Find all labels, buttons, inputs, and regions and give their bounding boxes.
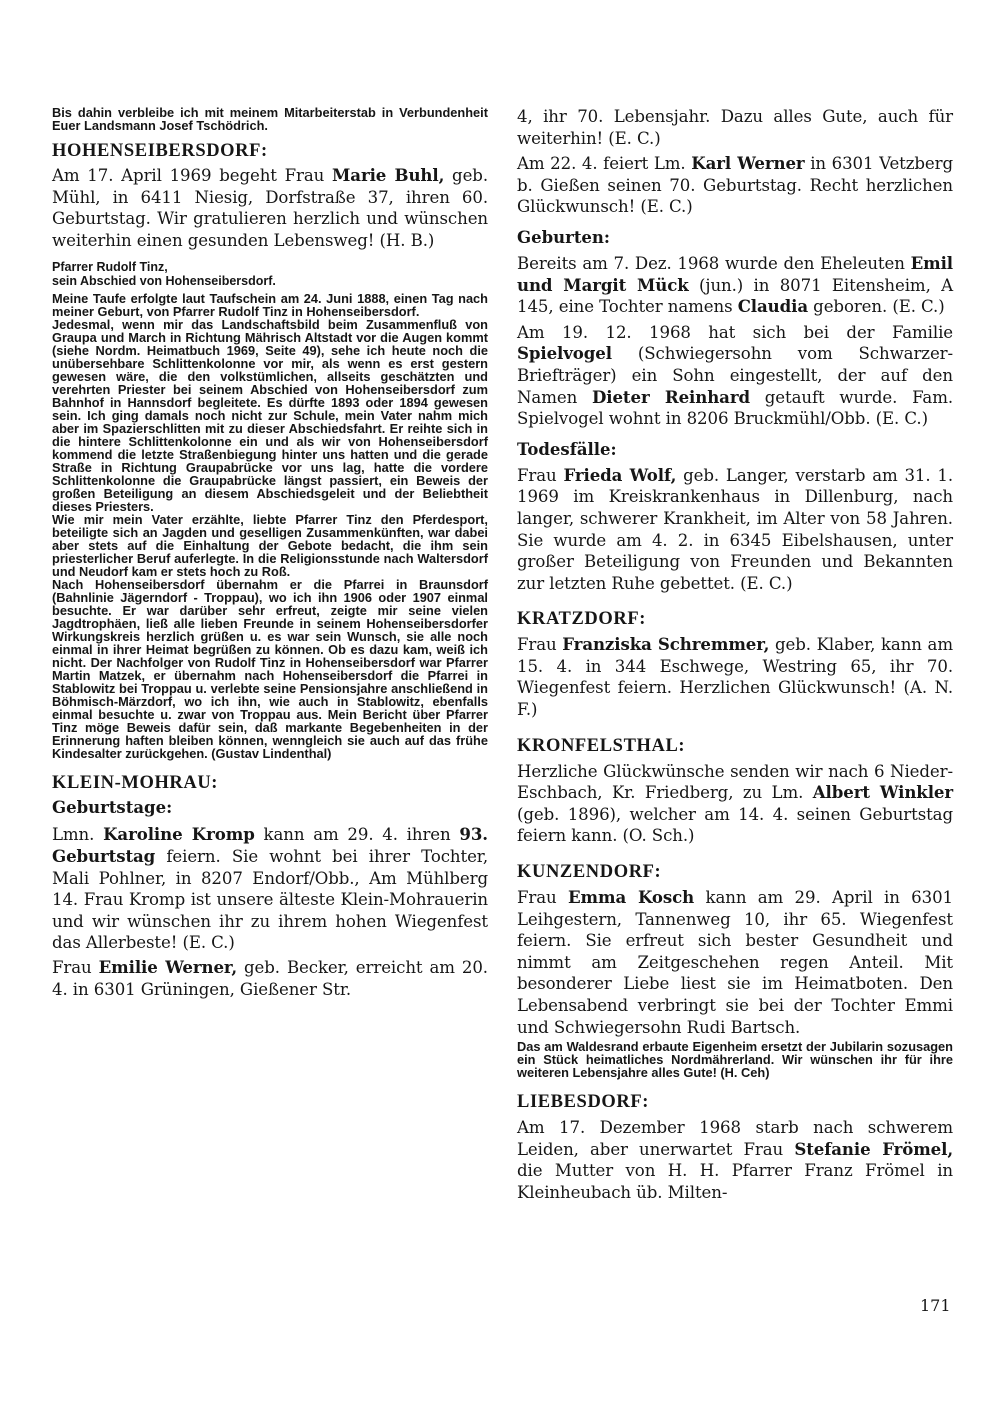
subheading-todesfaelle: Todesfälle: xyxy=(517,439,617,459)
paragraph-karoline-kromp: Lmn. Karoline Kromp kann am 29. 4. ihren 93. Geburtstag feiern. Sie wohnt bei ihrer Tochter, Mali Pohlner, in 8207 Endorf/Obb., Am Mühlberg 14. Frau Kromp ist unsere älteste Klein-Mohrauerin und wir wünschen ihr zu ihrem hohen Wiegenfest das Allerbeste! (E. C.) xyxy=(52,824,488,953)
subheading-geburten: Geburten: xyxy=(517,227,611,247)
article-paragraph-2: Jedesmal, wenn mir das Landschaftsbild beim Zusammenfluß von Graupa und March in Richtung Mährisch Altstadt vor die Augen kommt (siehe Nordm. Heimatbuch 1969, Seite 49), sehe ich heute noch die unübersehbare Schlittenkolonne vor mir, als wenn es erst gestern gewesen wäre, die den volkstümlichen, allseits geschätzten und verehrten Priester bei seinem Abschied von Hohenseibersdorf zum Bahnhof in Hannsdorf begleitete. Es dürfte 1893 oder 1894 gewesen sein. Ich ging damals noch nicht zur Schule, mein Vater nahm mich aber im Spazierschlitten mit zu dieser Abschiedsfahrt. Er reihte sich in die hintere Schlittenkolonne ein und als wir von Hohenseibersdorf kommend die letzte Straßenbiegung hinter uns hatten und die gerade Straße in Richtung Graupabrücke vor uns lag, hatte die vordere Schlittenkolonne die Graupabrücke längst passiert, ein Beweis der großen Beteiligung an diesem Abschiedsgeleit und der Beliebtheit dieses Priesters. xyxy=(52,317,488,515)
paragraph-winkler: Herzliche Glückwünsche senden wir nach 6 Nieder-Eschbach, Kr. Friedberg, zu Lm. Albert Winkler (geb. 1896), welcher am 14. 4. seinen Geburtstag feiern kann. (O. Sch.) xyxy=(517,761,954,846)
page-number: 171 xyxy=(920,1296,951,1315)
paragraph-emma-kosch: Frau Emma Kosch kann am 29. April in 6301 Leihgestern, Tannenweg 10, ihr 65. Wiegenfest feiern. Sie erfreut sich bester Gesundheit und nimmt am Zeitgeschehen regen Anteil. Mit besonderer Liebe liest sie im Heimatboten. Den Lebensabend verbringt sie bei der Tochter Emmi und Schwiegersohn Rudi Bartsch. xyxy=(517,887,954,1037)
heading-liebesdorf: LIEBESDORF: xyxy=(517,1092,650,1113)
heading-hohenseibersdorf: HOHENSEIBERSDORF: xyxy=(52,141,268,161)
heading-klein-mohrau: KLEIN-MOHRAU: xyxy=(52,773,219,794)
paragraph-eigenheim: Das am Waldesrand erbaute Eigenheim ersetzt der Jubilarin sozusagen ein Stück heimatliches Nordmährerland. Wir wünschen ihr für ihre weiteren Lebensjahre alles Gute! (H. Ceh) xyxy=(517,1039,953,1081)
article-title-line-1: Pfarrer Rudolf Tinz, xyxy=(52,260,168,275)
paragraph-froemel: Am 17. Dezember 1968 starb nach schwerem Leiden, aber unerwartet Frau Stefanie Frömel, die Mutter von H. H. Pfarrer Franz Frömel in Kleinheubach üb. Milten- xyxy=(517,1118,953,1202)
paragraph-mueck: Bereits am 7. Dez. 1968 wurde den Eheleuten Emil und Margit Mück (jun.) in 8071 Eitensheim, A 145, eine Tochter namens Claudia geboren. (E. C.) xyxy=(517,252,953,317)
heading-kronfelsthal: KRONFELSTHAL: xyxy=(517,735,686,756)
article-title-line-2: sein Abschied von Hohenseibersdorf. xyxy=(52,273,276,288)
heading-kratzdorf: KRATZDORF: xyxy=(517,609,646,630)
heading-kunzendorf: KUNZENDORF: xyxy=(517,862,662,883)
paragraph-continuation: 4, ihr 70. Lebensjahr. Dazu alles Gute, auch für weiterhin! (E. C.) xyxy=(517,107,953,148)
paragraph-spielvogel: Am 19. 12. 1968 hat sich bei der Familie Spielvogel (Schwiegersohn vom Schwarzer-Briefträger) ein Sohn eingestellt, der auf den Namen Dieter Reinhard getauft wurde. Fam. Spielvogel wohnt in 8206 Bruckmühl/Obb. (E. C.) xyxy=(517,322,953,429)
paragraph-schremmer: Frau Franziska Schremmer, geb. Klaber, kann am 15. 4. in 344 Eschwege, Westring 65, ihr 70. Wiegenfest feiern. Herzlichen Glückwunsch! (A. N. F.) xyxy=(517,634,953,720)
left-column xyxy=(52,106,488,1000)
article-paragraph-3: Wie mir mein Vater erzählte, liebte Pfarrer Tinz den Pferdesport, beteiligte sich an Jagden und geselligen Zusammenkünften, war dabei aber stets auf die Einhaltung der Gebote bedacht, die ihm sein priesterlicher Beruf auferlegte. In die Religionsstunde nach Waltersdorf und Neudorf kam er stets hoch zu Roß. xyxy=(52,512,488,580)
right-column xyxy=(517,106,953,1204)
article-paragraph-1: Meine Taufe erfolgte laut Taufschein am 24. Juni 1888, einen Tag nach meiner Geburt, von Pfarrer Rudolf Tinz in Hohenseibersdorf. xyxy=(52,291,488,320)
paragraph-marie-buhl: Am 17. April 1969 begeht Frau Marie Buhl, geb. Mühl, in 6411 Niesig, Dorfstraße 37, ihren 60. Geburtstag. Wir gratulieren herzlich und wünschen weiterhin einen gesunden Lebensweg! (H. B.) xyxy=(52,165,488,250)
subheading-geburtstage: Geburtstage: xyxy=(52,798,173,818)
article-paragraph-4: Nach Hohenseibersdorf übernahm er die Pfarrei in Braunsdorf (Bahnlinie Jägerndorf - Troppau), wo ich ihn 1906 oder 1907 einmal besuchte. Er war darüber sehr erfreut, zeigte mir seine vielen Jagdtrophäen, ließ alle lieben Freunde in seinem Hohenseibersdorfer Wirkungskreis herzlich grüßen u. es war sein Wunsch, sie alle noch einmal in ihrer Heimat begrüßen zu können. Ob es dazu kam, weiß ich nicht. Der Nachfolger von Rudolf Tinz in Hohenseibersdorf war Pfarrer Martin Matzek, er übernahm nach Hohenseibersdorf die Pfarrei in Stablowitz bei Troppau u. verlebte seine Pensionsjahre anschließend in Böhmisch-Märzdorf, wo ich ihn, wie auch in Stablowitz, ebenfalls einmal besuchte u. zwar von Troppau aus. Mein Bericht über Pfarrer Tinz möge Beweis dafür sein, daß markante Begebenheiten in der Erinnerung haften bleiben können, wenngleich sie auch auf das frühe Kindesalter zurückgehen. (Gustav Lindenthal) xyxy=(52,577,488,762)
paragraph-karl-werner: Am 22. 4. feiert Lm. Karl Werner in 6301 Vetzberg b. Gießen seinen 70. Geburtstag. Recht herzlichen Glückwunsch! (E. C.) xyxy=(517,153,953,217)
paragraph-frieda-wolf: Frau Frieda Wolf, geb. Langer, verstarb am 31. 1. 1969 im Kreiskrankenhaus in Dillenburg, nach langer, schwerer Krankheit, im Alter von 58 Jahren. Sie wurde am 4. 2. in 6345 Eibelshausen, unter großer Beteiligung von Freunden und Bekannten zur letzten Ruhe gebettet. (E. C.) xyxy=(517,464,953,593)
paragraph-emilie-werner: Frau Emilie Werner, geb. Becker, erreicht am 20. 4. in 6301 Grüningen, Gießener Str. xyxy=(52,956,488,999)
intro-paragraph: Bis dahin verbleibe ich mit meinem Mitarbeiterstab in Verbundenheit Euer Landsmann Josef Tschödrich. xyxy=(52,105,488,133)
